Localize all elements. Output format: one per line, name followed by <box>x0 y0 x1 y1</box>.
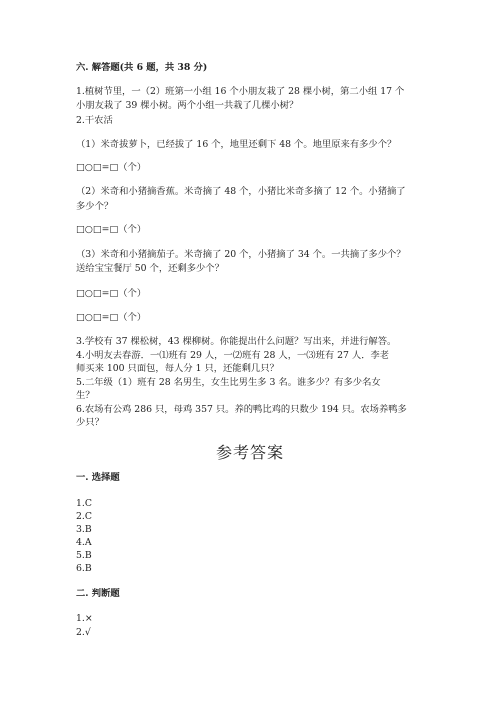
question-1-line-2: 小朋友栽了 39 棵小树。两个小组一共栽了几棵小树？ <box>76 100 299 111</box>
question-1-line-1: 1.植树节里，一（2）班第一小组 16 个小朋友栽了 28 棵小树，第二小组 17 个 <box>76 86 405 97</box>
question-4-line-2: 师买来 100 只面包，每人分 1 只，还能剩几只？ <box>76 363 279 374</box>
formula-blank-4: □○□=□（个） <box>76 312 147 323</box>
question-5-line-1: 5.二年级（1）班有 28 名男生，女生比男生多 3 名。谁多少？有多少名女 <box>76 377 381 388</box>
answer-item: 5.B <box>76 550 92 561</box>
question-2-title: 2.干农活 <box>76 115 113 126</box>
answers-section-1-heading: 一. 选择题 <box>76 472 120 483</box>
question-4-line-1: 4.小明友去春游．一⑴班有 29 人，一⑵班有 28 人，一⑶班有 27 人．李老 <box>76 350 390 361</box>
answer-item: 1.C <box>76 498 92 509</box>
answer-item: 6.B <box>76 563 92 574</box>
answer-item: 4.A <box>76 537 92 548</box>
question-3: 3.学校有 37 棵松树，43 棵柳树。你能提出什么问题？写出来，并进行解答。 <box>76 336 397 347</box>
answer-item: 3.B <box>76 524 92 535</box>
question-5-line-2: 生？ <box>76 390 95 401</box>
question-2-sub-1: （1）米奇拔萝卜，已经拔了 16 个，地里还剩下 48 个。地里原来有多少个？ <box>76 139 397 150</box>
answers-section-2-heading: 二. 判断题 <box>76 588 120 599</box>
answer-item: 2.C <box>76 511 92 522</box>
answers-title: 参考答案 <box>215 443 284 462</box>
answer-item: 2.√ <box>76 627 91 638</box>
question-6-line-1: 6.农场有公鸡 286 只，母鸡 357 只。养的鸭比鸡的只数少 194 只。农场养鸭多 <box>76 404 407 415</box>
formula-blank-3: □○□=□（个） <box>76 288 147 299</box>
section6-heading: 六. 解答题(共 6 题，共 38 分) <box>76 62 208 73</box>
answer-item: 1.× <box>76 613 93 624</box>
question-6-line-2: 少只？ <box>76 417 104 428</box>
question-2-sub-2-line-1: （2）米奇和小猪摘香蕉。米奇摘了 48 个，小猪比米奇多摘了 12 个。小猪摘了 <box>76 186 406 197</box>
formula-blank-2: □○□=□（个） <box>76 224 147 235</box>
formula-blank-1: □○□=□（个） <box>76 162 147 173</box>
question-2-sub-3-line-2: 送给宝宝餐厅 50 个，还剩多少个？ <box>76 263 224 274</box>
question-2-sub-2-line-2: 多少个？ <box>76 201 114 212</box>
question-2-sub-3-line-1: （3）米奇和小猪摘茄子。米奇摘了 20 个，小猪摘了 34 个。一共摘了多少个？ <box>76 249 406 260</box>
